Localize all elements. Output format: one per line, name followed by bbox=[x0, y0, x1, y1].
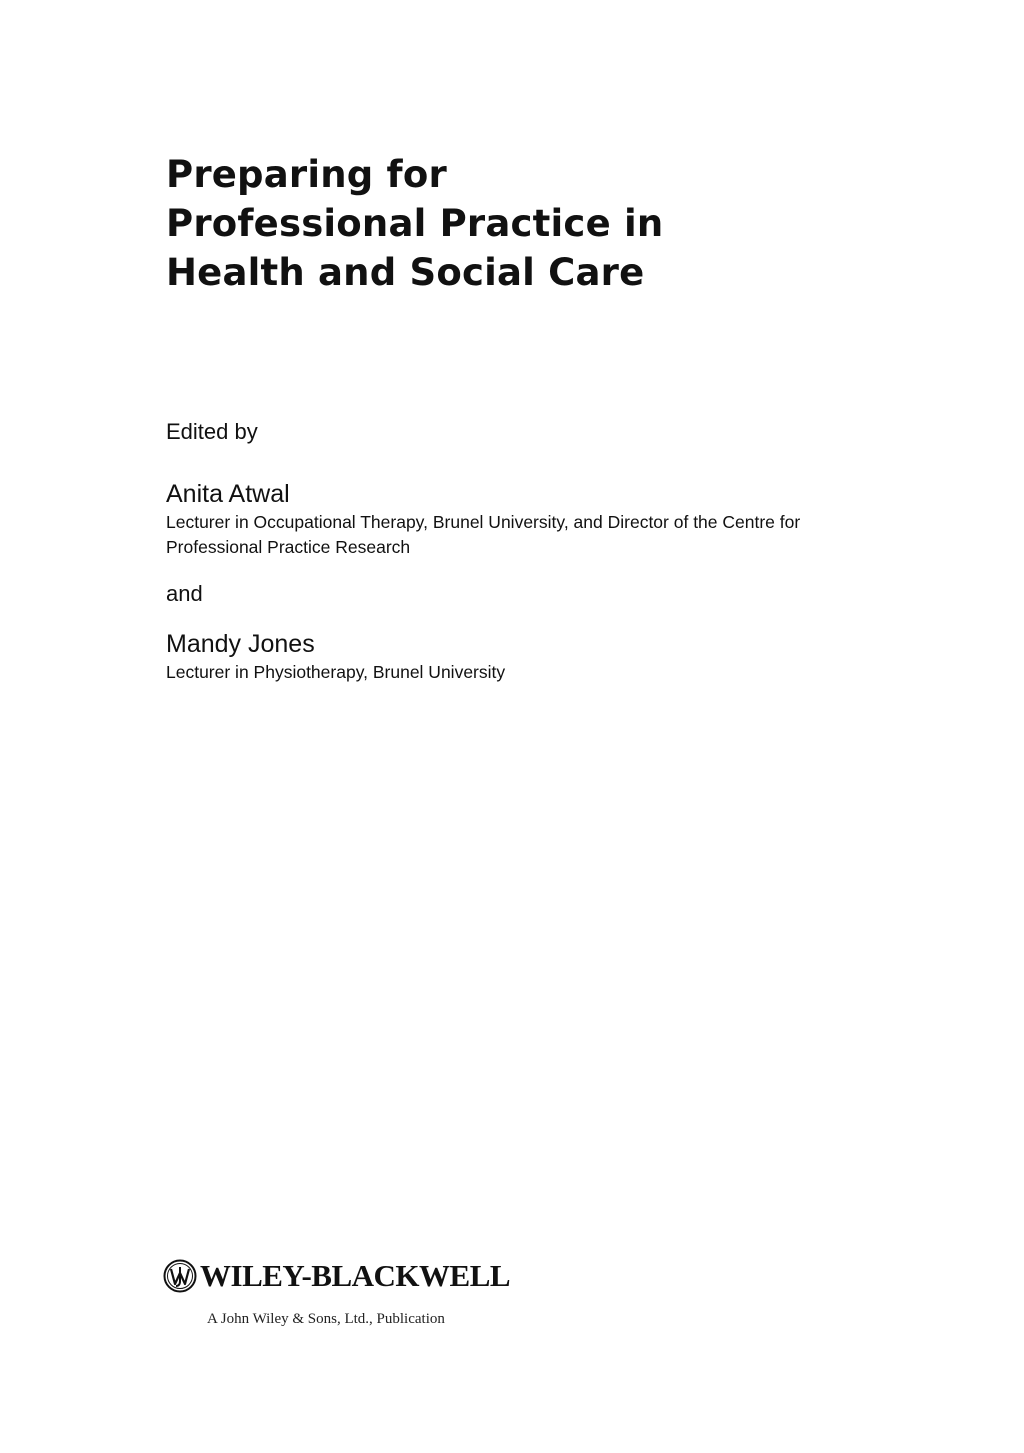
editor-affiliation-line: Lecturer in Occupational Therapy, Brunel University, and Director of the Centre for bbox=[166, 512, 801, 532]
publisher-name: WILEY-BLACKWELL bbox=[200, 1258, 511, 1293]
and-conjunction: and bbox=[166, 581, 203, 606]
title-line-2: Professional Practice in bbox=[166, 202, 664, 245]
editor-name-mandy-jones: Mandy Jones bbox=[166, 630, 315, 658]
editor-affiliation-line: Professional Practice Research bbox=[166, 537, 411, 557]
title-line-3: Health and Social Care bbox=[166, 251, 645, 294]
editor-affiliation-line: Lecturer in Physiotherapy, Brunel University bbox=[166, 662, 506, 682]
editor-name-anita-atwal: Anita Atwal bbox=[166, 480, 290, 508]
edited-by-label: Edited by bbox=[166, 419, 258, 444]
title-line-1: Preparing for bbox=[166, 153, 447, 196]
publisher-logo bbox=[163, 1256, 510, 1296]
wiley-jw-seal-icon bbox=[163, 1259, 197, 1293]
publisher-tagline: A John Wiley & Sons, Ltd., Publication bbox=[207, 1311, 445, 1327]
